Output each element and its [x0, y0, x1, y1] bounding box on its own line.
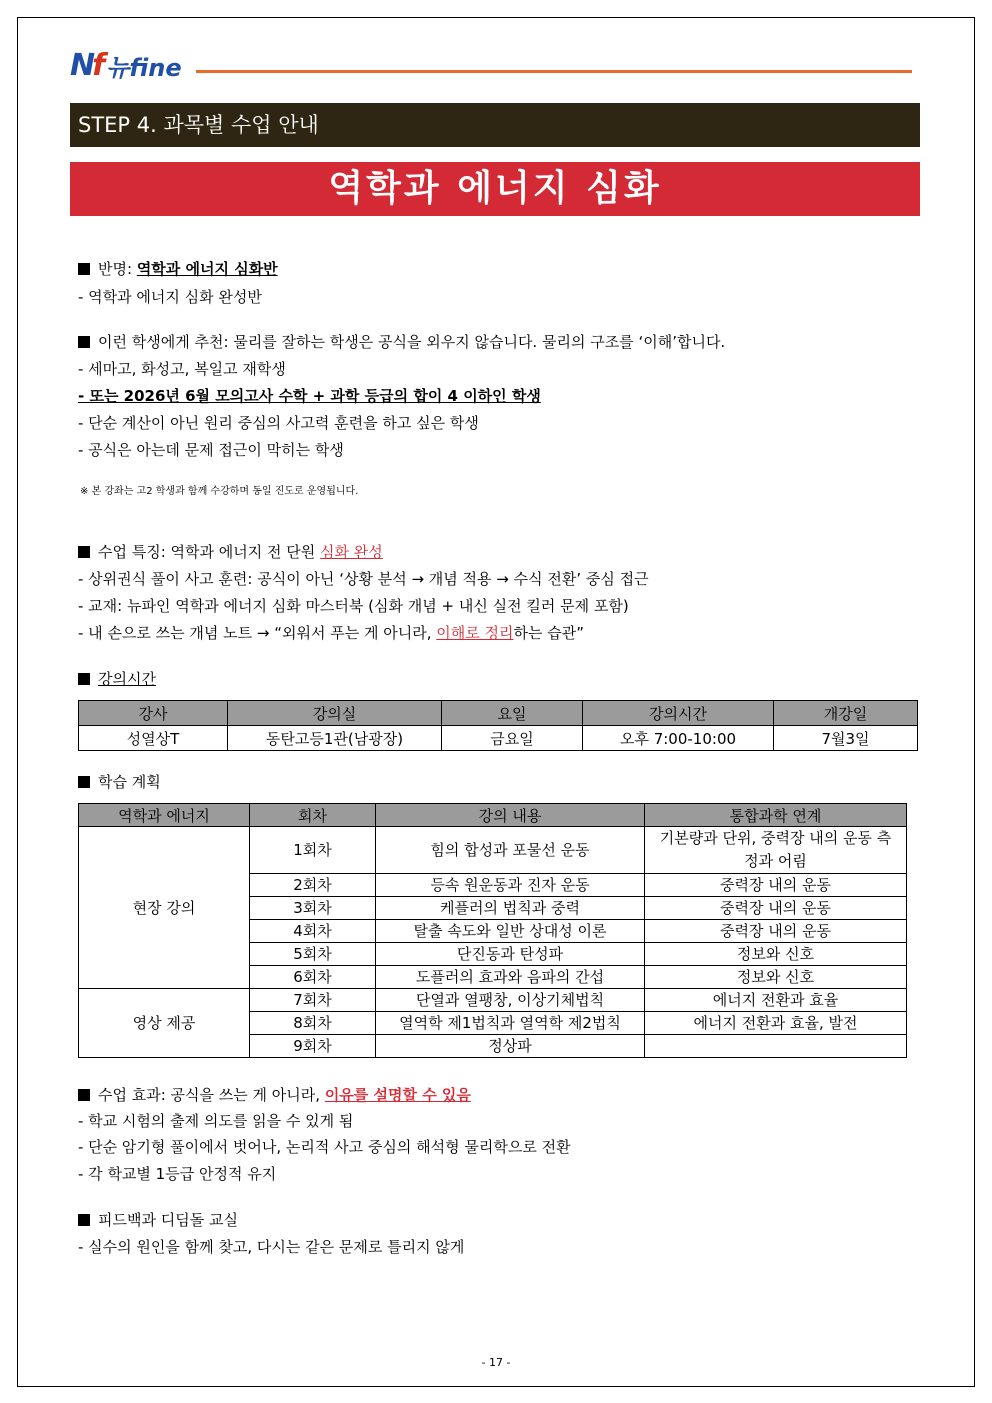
recommend-heading: 이런 학생에게 추천: 물리를 잘하는 학생은 공식을 외우지 않습니다. 물리의 구조를 ‘이해’합니다.: [78, 332, 725, 352]
recommend-item: - 세마고, 화성고, 복일고 재학생: [78, 360, 286, 378]
brand-logo: [70, 47, 182, 83]
bullet-square-icon: [78, 263, 90, 275]
table-cell: 성열상T: [79, 726, 228, 751]
table-header-cell: 강의 내용: [376, 804, 645, 827]
table-header-cell: 강의시간: [583, 701, 774, 726]
step-heading: STEP 4. 과목별 수업 안내: [70, 103, 920, 147]
plan-group-live: 현장 강의: [79, 827, 250, 989]
bullet-square-icon: [78, 546, 90, 558]
table-cell: 열역학 제1법칙과 열역학 제2법칙: [376, 1012, 645, 1035]
feedback-heading: 피드백과 디딤돌 교실: [78, 1210, 238, 1230]
table-cell: 1회차: [250, 827, 376, 874]
table-row: [79, 989, 907, 1012]
table-cell: 오후 7:00-10:00: [583, 726, 774, 751]
table-header-cell: 강의실: [228, 701, 442, 726]
features-item: - 상위권식 풀이 사고 훈련: 공식이 아닌 ‘상황 분석 → 개념 적용 → 수식 전환’ 중심 접근: [78, 570, 649, 588]
features-item: - 내 손으로 쓰는 개념 노트 → “외워서 푸는 게 아니라, 이해로 정리하는 습관”: [78, 624, 584, 642]
recommend-note: ※ 본 강좌는 고2 학생과 함께 수강하며 동일 진도로 운영됩니다.: [80, 486, 359, 497]
schedule-heading: 강의시간: [78, 669, 156, 689]
schedule-table: [78, 700, 918, 751]
table-cell: 등속 원운동과 진자 운동: [376, 874, 645, 897]
bullet-square-icon: [78, 776, 90, 788]
table-header-cell: 회차: [250, 804, 376, 827]
effect-item: - 단순 암기형 풀이에서 벗어나, 논리적 사고 중심의 해석형 물리학으로 전환: [78, 1138, 571, 1156]
header-rule: [196, 70, 912, 73]
table-row: [79, 827, 907, 874]
plan-heading: 학습 계획: [78, 772, 161, 792]
logo-mark: Nf: [70, 47, 103, 83]
recommend-item: - 공식은 아는데 문제 접근이 막히는 학생: [78, 441, 344, 459]
table-cell: 9회차: [250, 1035, 376, 1058]
table-cell: 8회차: [250, 1012, 376, 1035]
page-number: - 17 -: [481, 1356, 511, 1369]
table-header-cell: 요일: [442, 701, 583, 726]
class-name-value: 역학과 에너지 심화반: [136, 260, 278, 278]
table-cell: 6회차: [250, 966, 376, 989]
table-cell: 단열과 열팽창, 이상기체법칙: [376, 989, 645, 1012]
bullet-square-icon: [78, 673, 90, 685]
table-cell: 중력장 내의 운동: [645, 920, 907, 943]
effect-heading: 수업 효과: 공식을 쓰는 게 아니라, 이유를 설명할 수 있음: [78, 1085, 471, 1105]
table-cell: 중력장 내의 운동: [645, 874, 907, 897]
table-cell: 힘의 합성과 포물선 운동: [376, 827, 645, 874]
feedback-item: - 실수의 원인을 함께 찾고, 다시는 같은 문제로 틀리지 않게: [78, 1238, 465, 1256]
table-cell: 7월3일: [774, 726, 918, 751]
plan-group-video: 영상 제공: [79, 989, 250, 1058]
course-title: 역학과 에너지 심화: [70, 162, 920, 216]
table-header-cell: 통합과학 연계: [645, 804, 907, 827]
bullet-square-icon: [78, 1089, 90, 1101]
table-cell: 7회차: [250, 989, 376, 1012]
bullet-square-icon: [78, 1214, 90, 1226]
table-cell: 기본량과 단위, 중력장 내의 운동 측정과 어림: [645, 827, 907, 874]
table-cell: 에너지 전환과 효율, 발전: [645, 1012, 907, 1035]
table-header-cell: 역학과 에너지: [79, 804, 250, 827]
logo-text: 뉴fine: [106, 53, 182, 82]
recommend-item: - 단순 계산이 아닌 원리 중심의 사고력 훈련을 하고 싶은 학생: [78, 414, 479, 432]
table-cell: 정보와 신호: [645, 966, 907, 989]
table-header-cell: 개강일: [774, 701, 918, 726]
table-header-row: [79, 701, 918, 726]
table-cell: 케플러의 법칙과 중력: [376, 897, 645, 920]
table-cell: 에너지 전환과 효율: [645, 989, 907, 1012]
table-header-row: [79, 804, 907, 827]
features-heading: 수업 특징: 역학과 에너지 전 단원 심화 완성: [78, 542, 383, 562]
table-cell: 도플러의 효과와 음파의 간섭: [376, 966, 645, 989]
table-cell: 2회차: [250, 874, 376, 897]
table-cell: 금요일: [442, 726, 583, 751]
table-cell: 탈출 속도와 일반 상대성 이론: [376, 920, 645, 943]
features-item: - 교재: 뉴파인 역학과 에너지 심화 마스터북 (심화 개념 + 내신 실전 킬러 문제 포함): [78, 597, 629, 615]
table-cell: 5회차: [250, 943, 376, 966]
effect-highlight: 이유를 설명할 수 있음: [324, 1086, 471, 1104]
table-cell: 단진동과 탄성파: [376, 943, 645, 966]
table-cell: [645, 1035, 907, 1058]
features-item-highlight: 이해로 정리: [436, 624, 514, 642]
features-highlight: 심화 완성: [320, 543, 383, 561]
class-name-heading: 반명: 역학과 에너지 심화반: [78, 259, 278, 279]
table-cell: 4회차: [250, 920, 376, 943]
table-header-cell: 강사: [79, 701, 228, 726]
table-cell: 중력장 내의 운동: [645, 897, 907, 920]
effect-item: - 학교 시험의 출제 의도를 읽을 수 있게 됨: [78, 1112, 354, 1130]
table-cell: 정보와 신호: [645, 943, 907, 966]
bullet-square-icon: [78, 336, 90, 348]
class-name-desc: - 역학과 에너지 심화 완성반: [78, 288, 262, 306]
table-cell: 동탄고등1관(남광장): [228, 726, 442, 751]
table-row: [79, 726, 918, 751]
recommend-item: - 또는 2026년 6월 모의고사 수학 + 과학 등급의 합이 4 이하인 학생: [78, 387, 541, 405]
effect-item: - 각 학교별 1등급 안정적 유지: [78, 1165, 277, 1183]
table-cell: 정상파: [376, 1035, 645, 1058]
plan-table: [78, 803, 907, 1058]
table-cell: 3회차: [250, 897, 376, 920]
